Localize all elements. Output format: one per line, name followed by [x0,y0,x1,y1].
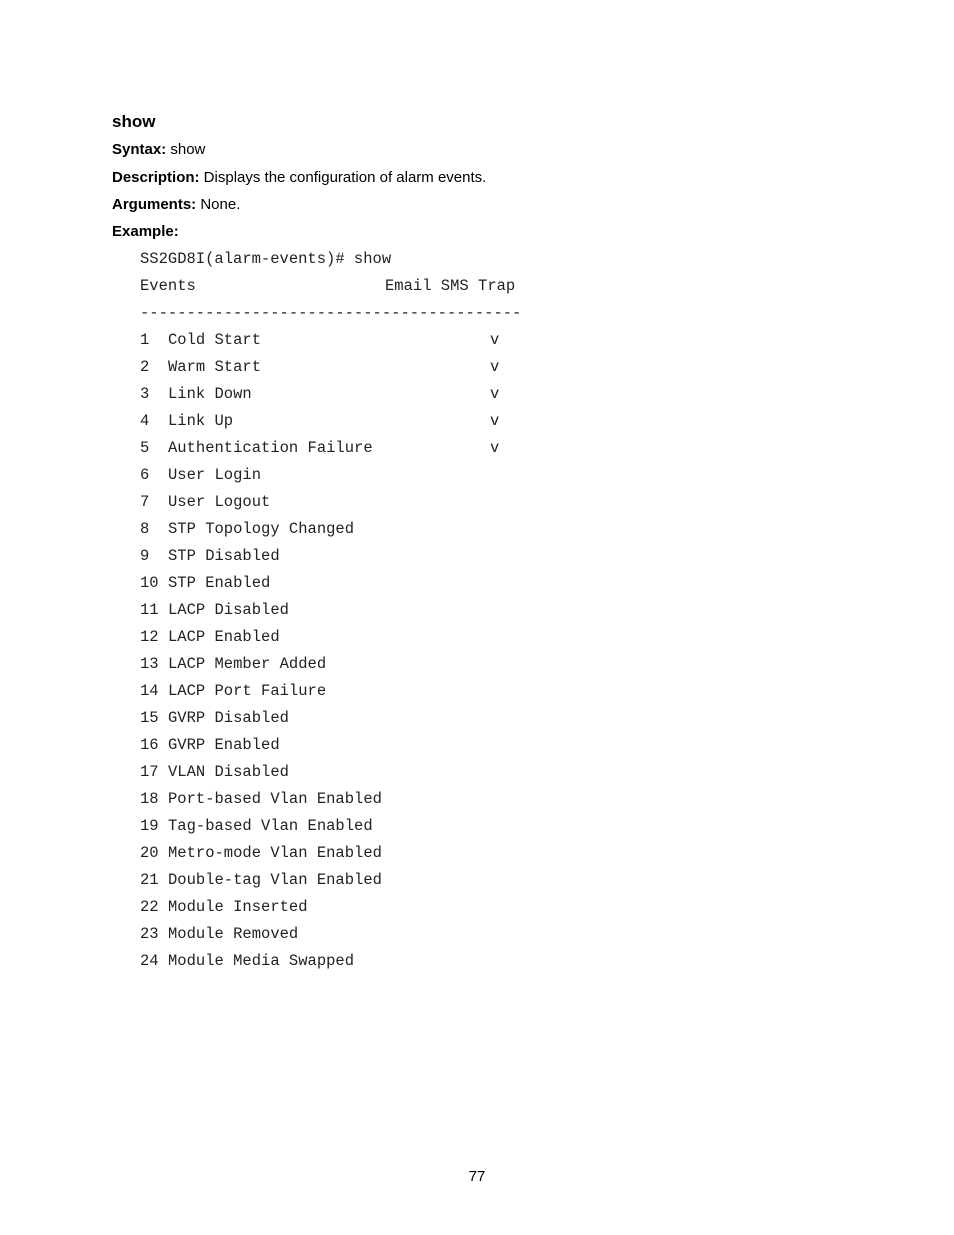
event-name: GVRP Disabled [168,709,289,727]
syntax-line [112,140,205,160]
event-row [140,438,499,458]
event-row [140,951,490,971]
event-row [140,465,490,485]
event-row [140,789,490,809]
description-value: Displays the configuration of alarm events. [199,169,487,186]
event-name: Double-tag Vlan Enabled [168,871,382,889]
syntax-value: show [166,141,206,158]
event-row [140,492,490,512]
event-name: GVRP Enabled [168,736,280,754]
event-row [140,843,490,863]
event-number: 9 [140,547,150,565]
terminal-command: SS2GD8I(alarm-events)# show [140,250,392,268]
terminal-header [140,276,515,296]
event-row [140,411,499,431]
event-trap-mark: v [490,385,500,403]
event-name: User Login [168,466,262,484]
header-columns: Email SMS Trap [385,277,516,295]
event-row [140,357,499,377]
event-number: 12 [140,628,159,646]
event-row [140,816,490,836]
event-row [140,708,490,728]
event-number: 10 [140,574,159,592]
event-number: 4 [140,412,150,430]
event-number: 15 [140,709,159,727]
event-row [140,762,490,782]
description-line [112,168,486,188]
event-number: 3 [140,385,150,403]
event-row [140,546,490,566]
event-number: 1 [140,331,150,349]
event-name: Module Inserted [168,898,308,916]
event-number: 24 [140,952,159,970]
event-name: STP Disabled [168,547,280,565]
event-name: LACP Disabled [168,601,289,619]
event-row [140,384,499,404]
event-trap-mark: v [490,358,500,376]
page-number: 77 [468,1168,486,1185]
event-name: Metro-mode Vlan Enabled [168,844,382,862]
event-row [140,681,490,701]
event-name: STP Topology Changed [168,520,355,538]
event-number: 14 [140,682,159,700]
arguments-line [112,195,240,215]
event-number: 16 [140,736,159,754]
event-number: 21 [140,871,159,889]
event-name: STP Enabled [168,574,271,592]
event-name: Module Removed [168,925,299,943]
event-number: 19 [140,817,159,835]
event-name: Link Up [168,412,234,430]
event-row [140,519,490,539]
event-name: LACP Port Failure [168,682,327,700]
arguments-label: Arguments: [112,196,197,213]
event-number: 17 [140,763,159,781]
event-row [140,600,490,620]
event-number: 6 [140,466,150,484]
event-name: Link Down [168,385,252,403]
event-number: 13 [140,655,159,673]
event-name: Module Media Swapped [168,952,355,970]
event-number: 23 [140,925,159,943]
event-row [140,330,499,350]
event-name: Authentication Failure [168,439,373,457]
example-label: Example: [112,223,179,240]
event-name: Warm Start [168,358,262,376]
event-number: 18 [140,790,159,808]
event-name: VLAN Disabled [168,763,289,781]
event-number: 8 [140,520,150,538]
event-name: Port-based Vlan Enabled [168,790,382,808]
event-number: 22 [140,898,159,916]
event-row [140,654,490,674]
example-line [112,222,179,242]
terminal-separator: ----------------------------------------- [140,304,522,322]
event-number: 7 [140,493,150,511]
event-row [140,735,490,755]
event-number: 2 [140,358,150,376]
arguments-value: None. [196,196,241,213]
section-heading: show [112,112,156,131]
event-row [140,573,490,593]
event-trap-mark: v [490,331,500,349]
event-name: LACP Enabled [168,628,280,646]
event-row [140,627,490,647]
event-number: 11 [140,601,159,619]
event-trap-mark: v [490,439,500,457]
event-name: LACP Member Added [168,655,327,673]
event-name: Cold Start [168,331,262,349]
event-number: 5 [140,439,150,457]
syntax-label: Syntax: [112,141,167,158]
event-name: Tag-based Vlan Enabled [168,817,373,835]
event-row [140,897,490,917]
event-row [140,870,490,890]
description-label: Description: [112,169,200,186]
event-name: User Logout [168,493,271,511]
event-trap-mark: v [490,412,500,430]
event-row [140,924,490,944]
event-number: 20 [140,844,159,862]
header-events: Events [140,277,196,295]
